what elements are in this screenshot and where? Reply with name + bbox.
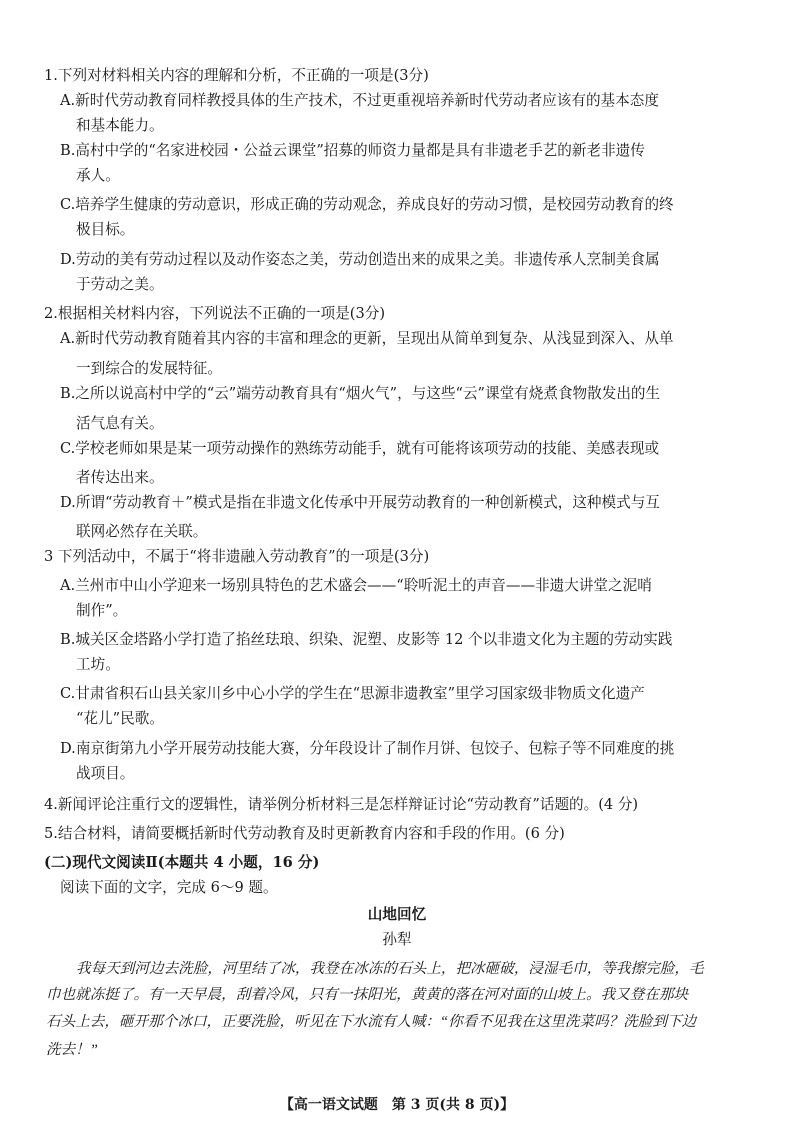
question-stem: 5.结合材料，请简要概括新时代劳动教育及时更新教育内容和手段的作用。(6 分) — [44, 825, 565, 842]
answer-option: C.培养学生健康的劳动意识，形成正确的劳动观念，养成良好的劳动习惯，是校园劳动教育的终 — [60, 196, 674, 213]
option-continuation: 一到综合的发展特征。 — [76, 360, 222, 377]
option-continuation: 者传达出来。 — [76, 469, 164, 486]
passage-title: 山地回忆 — [367, 906, 427, 923]
section-heading: (二)现代文阅读Ⅱ(本题共 4 小题，16 分) — [44, 854, 320, 871]
answer-option: D.南京街第九小学开展劳动技能大赛，分年段设计了制作月饼、包饺子、包粽子等不同难度的挑 — [60, 740, 675, 757]
option-continuation: 联网必然存在关联。 — [76, 523, 208, 540]
question-stem: 4.新闻评论注重行文的逻辑性，请举例分析材料三是怎样辩证讨论“劳动教育”话题的。(4 分) — [44, 796, 639, 813]
answer-option: B.城关区金塔路小学打造了掐丝珐琅、织染、泥塑、皮影等 12 个以非遗文化为主题的劳动实践 — [60, 631, 673, 648]
question-stem: 1.下列对材料相关内容的理解和分析，不正确的一项是(3分) — [44, 67, 429, 84]
answer-option: A.新时代劳动教育同样教授具体的生产技术，不过更重视培养新时代劳动者应该有的基本态度 — [60, 92, 659, 109]
option-continuation: 极目标。 — [76, 221, 135, 238]
answer-option: A.兰州市中山小学迎来一场别具特色的艺术盛会——“聆听泥土的声音——非遗大讲堂之泥哨 — [60, 577, 652, 594]
reading-instruction: 阅读下面的文字，完成 6～9 题。 — [60, 879, 278, 896]
answer-option: C.学校老师如果是某一项劳动操作的熟练劳动能手，就有可能将该项劳动的技能、美感表现或 — [60, 440, 660, 457]
passage-paragraph-line: 石头上去，砸开那个冰口，正要洗脸，听见在下水流有人喊：“你看不见我在这里洗菜吗？洗脸到下边 — [46, 1014, 697, 1030]
passage-author: 孙犁 — [382, 931, 412, 948]
option-continuation: 制作”。 — [76, 602, 128, 619]
option-continuation: 承人。 — [76, 167, 120, 184]
option-continuation: 工坊。 — [76, 656, 120, 673]
answer-option: D.所谓“劳动教育＋”模式是指在非遗文化传承中开展劳动教育的一种创新模式，这种模式与互 — [60, 494, 660, 511]
passage-paragraph-line: 洗去！” — [46, 1042, 98, 1058]
passage-paragraph-line: 我每天到河边去洗脸，河里结了冰，我登在冰冻的石头上，把冰砸破，浸湿毛巾，等我擦完脸，毛 — [76, 961, 704, 977]
option-continuation: 活气息有关。 — [76, 415, 164, 432]
option-continuation: “花儿”民歌。 — [76, 710, 164, 727]
passage-paragraph-line: 巾也就冻挺了。有一天早晨，刮着冷风，只有一抹阳光，黄黄的落在河对面的山坡上。我又登在那块 — [46, 987, 689, 1003]
option-continuation: 和基本能力。 — [76, 117, 164, 134]
page-footer: 【高一语文试题 第 3 页(共 8 页)】 — [279, 1097, 515, 1113]
question-stem: 2.根据相关材料内容，下列说法不正确的一项是(3分) — [44, 305, 386, 322]
answer-option: C.甘肃省积石山县关家川乡中心小学的学生在“思源非遗教室”里学习国家级非物质文化遗产 — [60, 685, 645, 702]
answer-option: D.劳动的美有劳动过程以及动作姿态之美，劳动创造出来的成果之美。非遗传承人烹制美食属 — [60, 251, 660, 268]
option-continuation: 战项目。 — [76, 765, 135, 782]
answer-option: B.之所以说高村中学的“云”端劳动教育具有“烟火气”，与这些“云”课堂有烧煮食物散发出的生 — [60, 385, 661, 402]
option-continuation: 于劳动之美。 — [76, 276, 164, 293]
answer-option: A.新时代劳动教育随着其内容的丰富和理念的更新，呈现出从简单到复杂、从浅显到深入、从单 — [60, 330, 674, 347]
answer-option: B.高村中学的“名家进校园・公益云课堂”招募的师资力量都是具有非遗老手艺的新老非遗传 — [60, 142, 645, 159]
question-stem: 3 下列活动中，不属于“将非遗融入劳动教育”的一项是(3分) — [44, 548, 430, 565]
